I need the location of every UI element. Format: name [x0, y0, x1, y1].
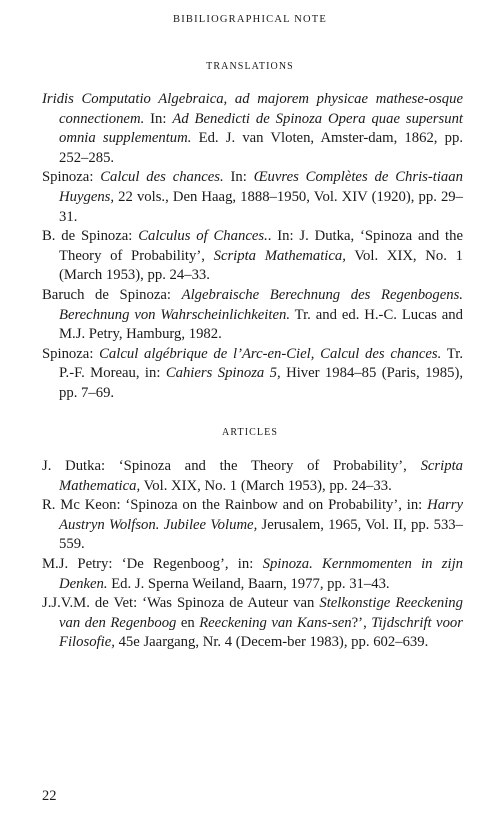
translation-entry	[42, 168, 463, 227]
italic-run: Tijdschrift voor Filosofie,	[59, 614, 463, 651]
italic-run: Calcul des chances.	[100, 169, 224, 186]
text-run: Hiver 1984–85 (Paris, 1985), pp. 7–69.	[59, 365, 464, 401]
italic-run: Scripta Mathematica,	[59, 458, 463, 494]
text-run: Ed. J. van Vloten, Amster-dam, 1862, pp. 252–285.	[59, 130, 463, 166]
italic-run: Spinoza. Kernmomenten in zijn Denken.	[59, 555, 464, 592]
italic-run: Calcul algébrique de l’Arc-en-Ciel, Calcul des chances.	[99, 345, 442, 362]
text-run: Vol. XIX, No. 1 (March 1953), pp. 24–33.	[59, 247, 463, 284]
italic-run: Œuvres Complètes de Chris-tiaan Huygens,	[59, 169, 463, 205]
text-run: Spinoza:	[42, 345, 100, 362]
text-run: Tr. and ed. H.-C. Lucas and M.J. Petry, Hamburg, 1982.	[59, 306, 463, 343]
article-entry	[42, 555, 463, 594]
italic-run: Algebraische Berechnung des Regenbogens. Berechnung von Wahrscheinlichkeiten.	[59, 286, 463, 323]
text-run: . In: J. Dutka, ‘Spinoza and the Theory of Probability’,	[59, 228, 463, 264]
article-entry	[42, 594, 463, 653]
text-run: Tr. P.-F. Moreau, in:	[59, 345, 463, 382]
italic-run: Scripta Mathematica,	[213, 247, 346, 264]
text-run: R. Mc Keon: ‘Spinoza on the Rainbow and on Probability’, in:	[42, 497, 428, 514]
text-run: M.J. Petry: ‘De Regenboog’, in:	[42, 555, 263, 572]
italic-run: Reeckening van Kans-sen	[199, 614, 352, 631]
text-run: Ed. J. Sperna Weiland, Baarn, 1977, pp. 31–43.	[107, 575, 390, 592]
article-entry	[42, 457, 463, 496]
italic-run: Harry Austryn Wolfson. Jubilee Volume,	[59, 497, 463, 533]
article-entry	[42, 496, 463, 555]
articles-heading: ARTICLES	[222, 427, 278, 438]
text-run: J. Dutka: ‘Spinoza and the Theory of Probability’,	[42, 458, 421, 474]
text-run: In:	[223, 169, 254, 186]
text-run: Jerusalem, 1965, Vol. II, pp. 533–559.	[59, 516, 463, 553]
page-number: 22	[42, 788, 57, 804]
text-run: en	[176, 614, 200, 631]
text-run: Baruch de Spinoza:	[42, 286, 182, 303]
text-run: In:	[144, 110, 173, 127]
italic-run: Ad Benedicti de Spinoza Opera quae supersunt omnia supplementum.	[59, 110, 463, 147]
articles-list	[42, 457, 463, 653]
text-run: B. de Spinoza:	[42, 228, 139, 245]
text-run: 45e Jaargang, Nr. 4 (Decem-ber 1983), pp. 602–639.	[114, 634, 429, 651]
translations-list	[42, 90, 463, 404]
text-run: J.J.V.M. de Vet: ‘Was Spinoza de Auteur van	[42, 595, 320, 612]
running-head: BIBILIOGRAPHICAL NOTE	[172, 14, 327, 25]
text-run: 22 vols., Den Haag, 1888–1950, Vol. XIV (1920), pp. 29–31.	[59, 188, 463, 225]
italic-run: Calculus of Chances.	[138, 228, 268, 245]
translation-entry	[42, 227, 463, 286]
italic-run: Cahiers Spinoza 5,	[165, 365, 281, 382]
text-run: ?’,	[351, 614, 372, 631]
translation-entry	[42, 90, 463, 168]
translation-entry	[42, 286, 463, 345]
translation-entry	[42, 345, 463, 404]
text-run: Vol. XIX, No. 1 (March 1953), pp. 24–33.	[140, 477, 392, 494]
translations-heading: TRANSLATIONS	[206, 61, 294, 72]
text-run: Spinoza:	[42, 169, 101, 186]
italic-run: Stelkonstige Reeckening van den Regenboog	[59, 595, 463, 631]
italic-run: Iridis Computatio Algebraica, ad majorem physicae mathese-osque connectionem.	[42, 91, 463, 127]
